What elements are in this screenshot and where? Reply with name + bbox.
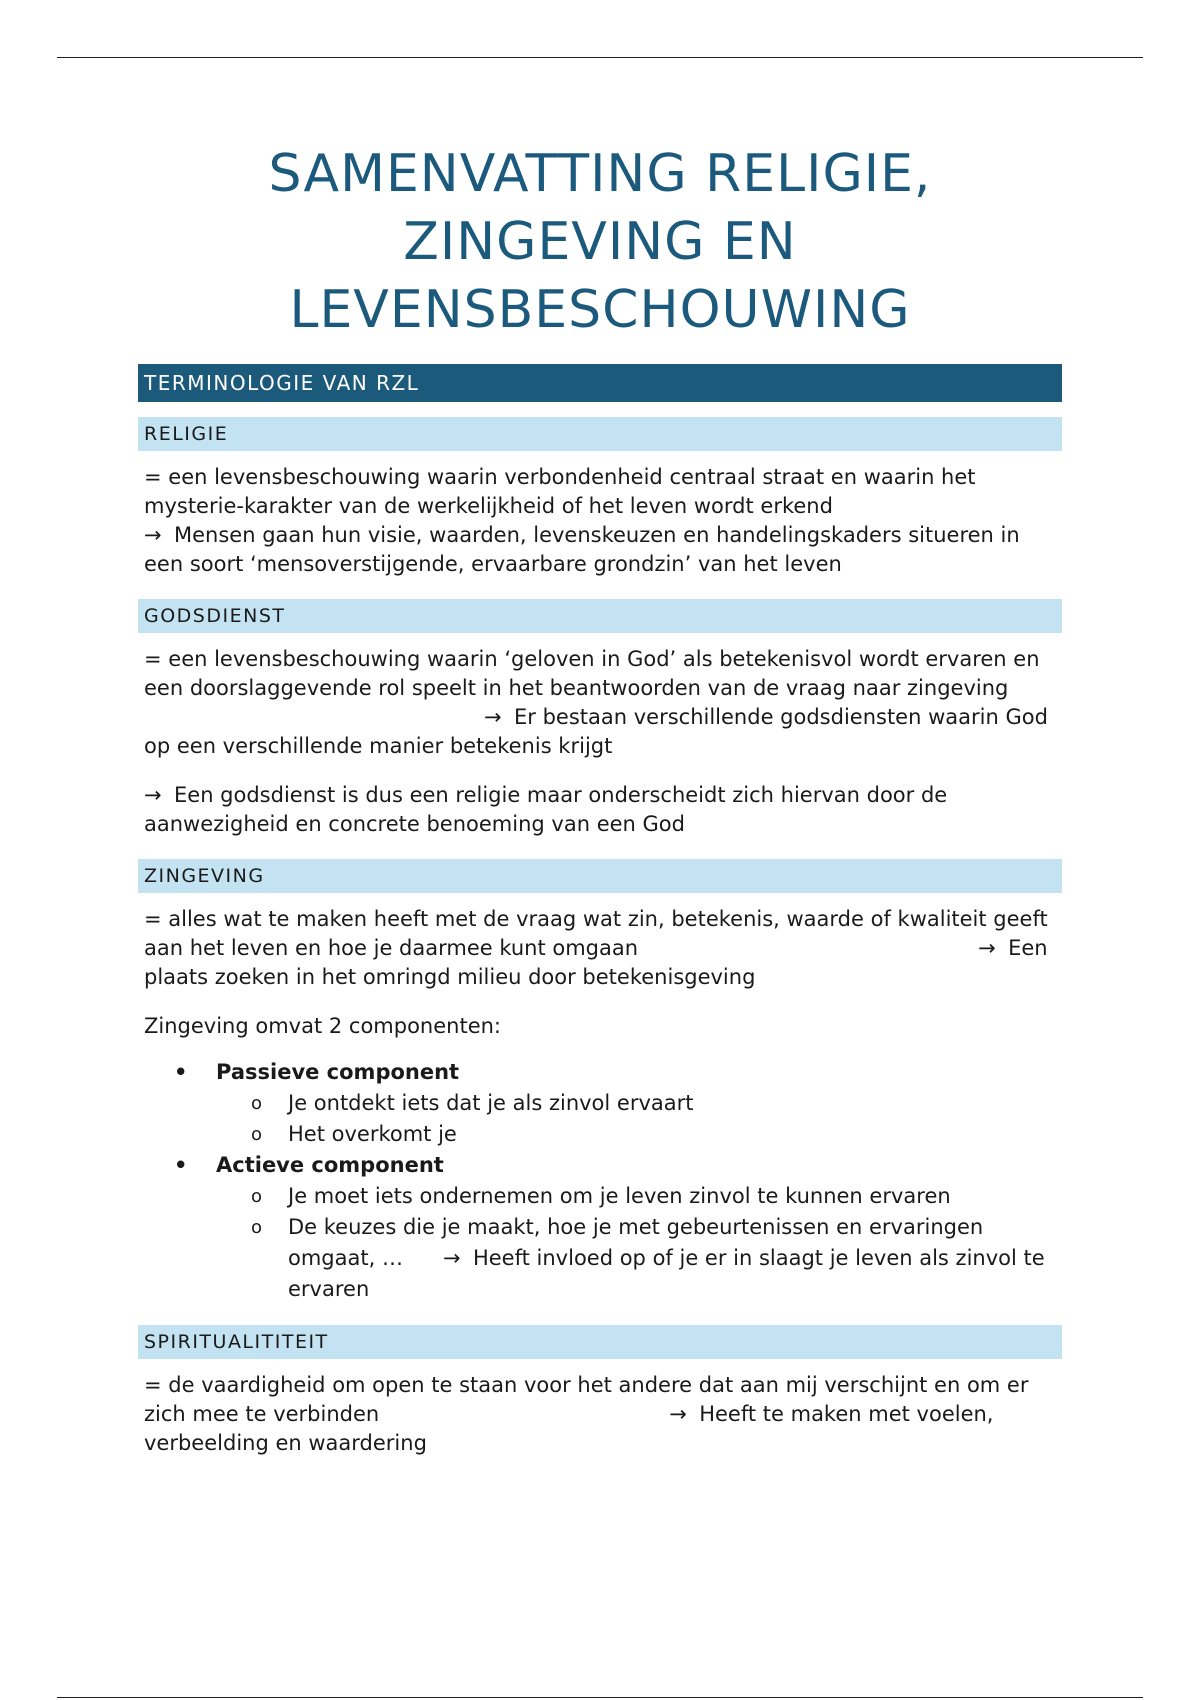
bullet-icon: • (174, 1153, 188, 1177)
arrow-icon: → (442, 1246, 461, 1270)
arrow-icon: → (144, 783, 162, 807)
component-list (138, 1057, 1062, 1305)
zingeving-intro: Zingeving omvat 2 componenten: (144, 1014, 502, 1038)
godsdienst-note: Er bestaan verschillende godsdiensten waarin God op een verschillende manier betekenis krijgt (144, 705, 1048, 758)
spiritualiteit-definition: = de vaardigheid om open te staan voor het andere dat aan mij verschijnt en om er zich mee te verbinden → Heeft te maken met voelen, verbeelding en waardering (144, 1373, 1029, 1455)
arrow-icon: → (978, 936, 996, 960)
spiritualiteit-note: Heeft te maken met voelen, verbeelding en waardering (144, 1402, 994, 1455)
circle-bullet-icon: o (251, 1186, 263, 1207)
list-item: o Je ontdekt iets dat je als zinvol ervaart (216, 1088, 1062, 1119)
heading-godsdienst: GODSDIENST (138, 599, 1062, 633)
arrow-icon: → (144, 523, 162, 547)
heading-zingeving: ZINGEVING (138, 859, 1062, 893)
bullet-icon: • (174, 1060, 188, 1084)
page-title: SAMENVATTING RELIGIE, ZINGEVING EN LEVENSBESCHOUWING (268, 144, 932, 340)
list-item: o Je moet iets ondernemen om je leven zinvol te kunnen ervaren (216, 1181, 1062, 1212)
list-item: o Het overkomt je (216, 1119, 1062, 1150)
header-rule (57, 57, 1143, 58)
religie-note: → Mensen gaan hun visie, waarden, levenskeuzen en handelingskaders situeren in een soort ‘mensoverstijgende, ervaarbare grondzin’ van het leven (144, 523, 1020, 576)
zingeving-note: Een plaats zoeken in het omringd milieu door betekenisgeving (144, 936, 1048, 989)
list-item: • Actieve component o Je moet iets ondernemen om je leven zinvol te kunnen ervaren o De keuzes die je maakt, hoe je met gebeurtenissen en ervaringen omgaat, … → Heeft invloed op of je er in slaagt je leven als zinvol te ervaren (138, 1150, 1062, 1305)
footer-rule (57, 1697, 1143, 1698)
arrow-icon: → (484, 705, 502, 729)
heading-religie: RELIGIE (138, 417, 1062, 451)
list-item: o De keuzes die je maakt, hoe je met gebeurtenissen en ervaringen omgaat, … → Heeft invloed op of je er in slaagt je leven als zinvol te ervaren (216, 1212, 1062, 1305)
heading-spiritualiteit: SPIRITUALITITEIT (138, 1325, 1062, 1359)
godsdienst-note-2: → Een godsdienst is dus een religie maar onderscheidt zich hiervan door de aanwezigheid en concrete benoeming van een God (144, 783, 948, 836)
section-heading: TERMINOLOGIE VAN RZL (138, 364, 1062, 402)
zingeving-definition: = alles wat te maken heeft met de vraag wat zin, betekenis, waarde of kwaliteit geeft aan het leven en hoe je daarmee kunt omgaan → Een plaats zoeken in het omringd milieu door betekenisgeving (144, 907, 1048, 989)
arrow-icon: → (669, 1402, 687, 1426)
list-item: • Passieve component o Je ontdekt iets dat je als zinvol ervaart o Het overkomt je (138, 1057, 1062, 1150)
circle-bullet-icon: o (251, 1217, 263, 1238)
document-body (138, 364, 1062, 1458)
circle-bullet-icon: o (251, 1093, 263, 1114)
circle-bullet-icon: o (251, 1124, 263, 1145)
godsdienst-definition: = een levensbeschouwing waarin ‘geloven in God’ als betekenisvol wordt ervaren en een doorslaggevende rol speelt in het beantwoorden van de vraag naar zingeving→ Er bestaan verschillende godsdiensten waarin God op een verschillende manier betekenis krijgt (144, 647, 1048, 758)
religie-definition: = een levensbeschouwing waarin verbondenheid centraal straat en waarin het mysterie-karakter van de werkelijkheid of het leven wordt erkend (144, 465, 976, 518)
